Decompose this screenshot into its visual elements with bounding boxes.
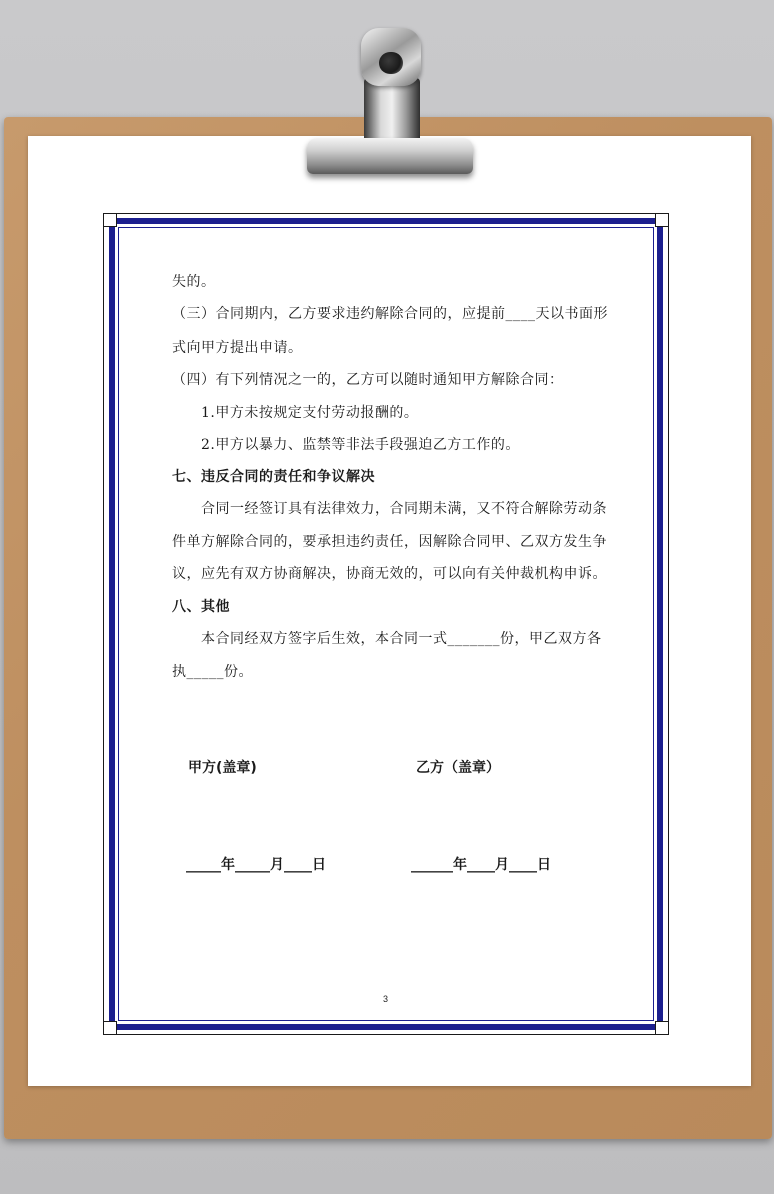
party-a-date: _____年_____月____日 [186, 857, 326, 873]
body-line: 议，应先有双方协商解决，协商无效的，可以向有关仲裁机构申诉。 [172, 566, 607, 582]
body-line: 件单方解除合同的，要承担违约责任，因解除合同甲、乙双方发生争 [172, 534, 607, 550]
body-line: （四）有下列情况之一的，乙方可以随时通知甲方解除合同： [172, 372, 564, 388]
body-line: 合同一经签订具有法律效力，合同期未满，又不符合解除劳动条 [201, 501, 607, 517]
body-line: 式向甲方提出申请。 [172, 340, 303, 356]
list-item: 2.甲方以暴力、监禁等非法手段强迫乙方工作的。 [201, 437, 520, 453]
party-b-date: ______年____月____日 [411, 857, 551, 873]
body-line: 执_____份。 [172, 664, 253, 680]
body-line: 失的。 [172, 274, 216, 290]
page-number: 3 [383, 994, 389, 1004]
section-heading: 八、其他 [172, 599, 230, 615]
list-item: 1.甲方未按规定支付劳动报酬的。 [201, 405, 419, 421]
party-a-seal-label: 甲方(盖章) [188, 760, 257, 776]
section-heading: 七、违反合同的责任和争议解决 [172, 469, 375, 485]
party-b-seal-label: 乙方（盖章） [416, 760, 500, 776]
body-line: （三）合同期内，乙方要求违约解除合同的，应提前____天以书面形 [172, 306, 608, 322]
body-line: 本合同经双方签字后生效，本合同一式_______份，甲乙双方各 [201, 631, 602, 647]
